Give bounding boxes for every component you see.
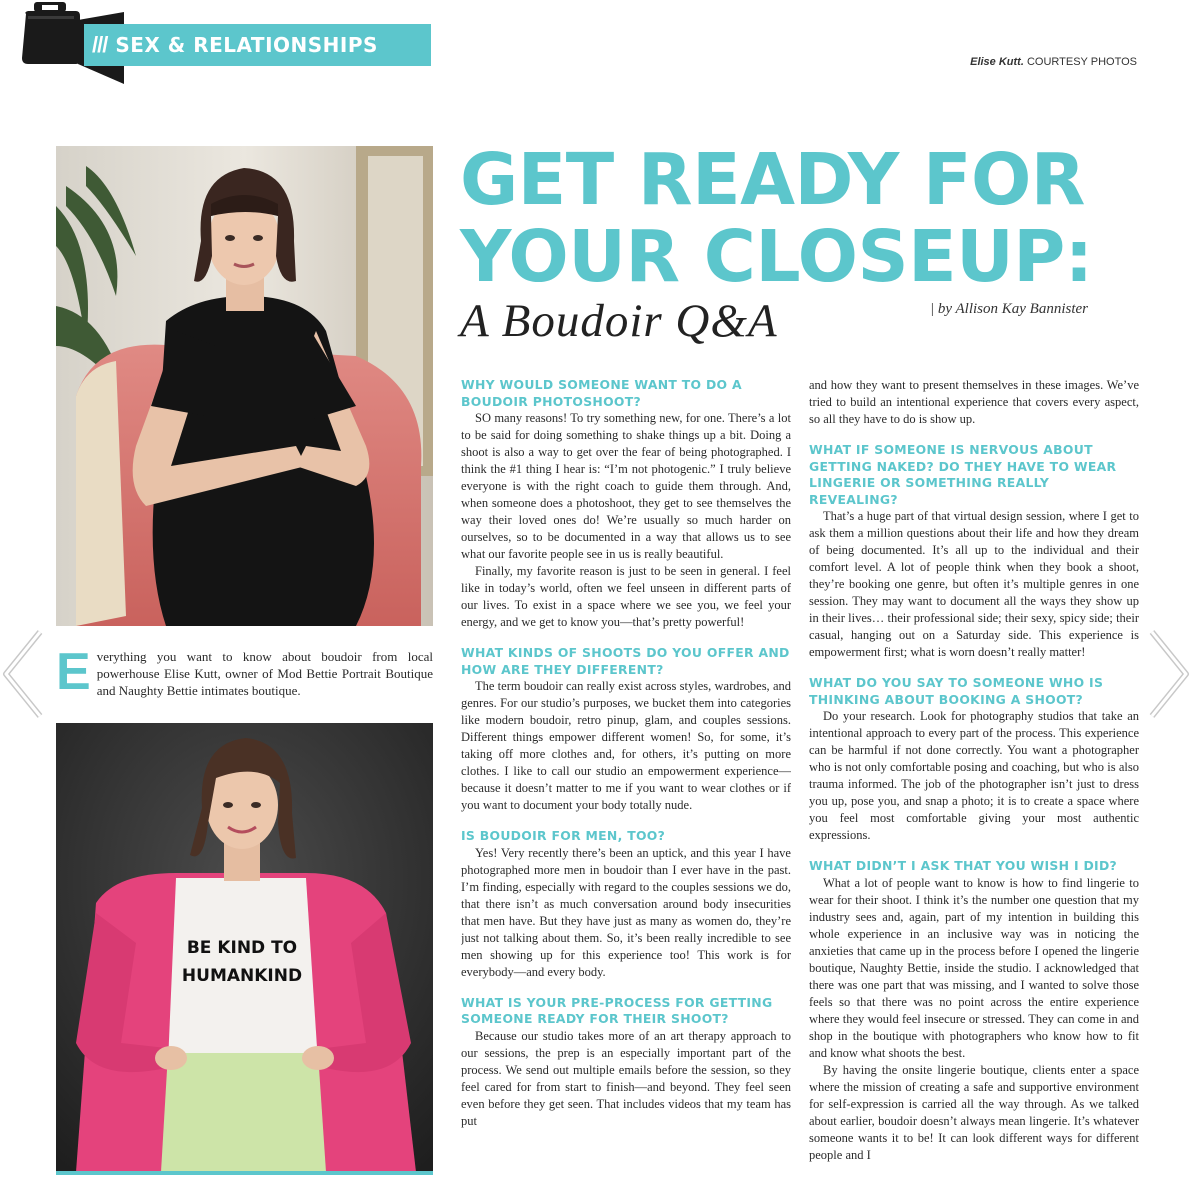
answer-paragraph: SO many reasons! To try something new, for one. There’s a lot to be said for doing something to shake things up a bit. Doing a shoot is also a way to get over the fear of being photographed. I think the #1 thing I hear is: “I’m not photogenic.” I truly believe everyone is with the right coach to guide them through. And, when someone does a photoshoot, they get to see themselves the way their loved ones do! We’re usually so much harder on ourselves, so to be documented in a way that allows us to see what our favorite people see in us is really beautiful. bbox=[461, 411, 791, 561]
answer-paragraph: Do your research. Look for photography studios that take an intentional approach to every part of the process. This experience can be harmful if not done correctly. You want a photographer who is not only comfortable posing and coaching, but who is also trauma informed. The job of the photographer isn’t just to dress you up, pose you, and snap a photo; it is to create a space where you feel most comfortable giving your most authentic expressions. bbox=[809, 709, 1139, 842]
shirt-text-line2: HUMANKIND bbox=[181, 966, 303, 986]
section-label: SEX & RELATIONSHIPS bbox=[115, 33, 378, 57]
section-slashes: /// bbox=[92, 32, 108, 57]
drop-cap: E bbox=[56, 643, 91, 701]
answer-paragraph: The term boudoir can really exist across styles, wardrobes, and genres. For our studio’s purposes, we bucket them into categories like modern boudoir, retro pinup, glam, and couples sessions. Different things empower different women! So, for some, it’s taking off more clothes and, for others, it’s putting on more clothes. I like to call our studio an empowerment experience—because it doesn’t matter to me if you want to wear clothes or if you want to document your body totally nude. bbox=[461, 679, 791, 812]
section-banner bbox=[84, 24, 431, 66]
answer-paragraph-continued: and how they want to present themselves in these images. We’ve tried to build an intentional experience that covers every aspect, so all they have to do is show up. bbox=[809, 378, 1139, 426]
intro-text: verything you want to know about boudoir from local powerhouse Elise Kutt, owner of Mod Bettie Portrait Boutique and Naughty Bettie intimates boutique. bbox=[96, 649, 433, 698]
portrait-photo-standing bbox=[56, 723, 433, 1172]
article-subtitle: A Boudoir Q&A bbox=[460, 295, 778, 347]
answer-paragraph: By having the onsite lingerie boutique, clients enter a space where the mission of creating a safe and supportive environment for self-expression is carried all the way through. As we talked about earlier, boudoir doesn’t always mean lingerie. It’s whatever someone wants it to be! It can look different ways for different people and I bbox=[809, 1062, 1139, 1162]
question-heading: WHAT KINDS OF SHOOTS DO YOU OFFER AND HOW ARE THEY DIFFERENT? bbox=[461, 645, 790, 677]
answer-paragraph: That’s a huge part of that virtual design session, where I get to ask them a million questions about their life and how they dream of being documented. It’s all up to the individual and their comfort level. A lot of people think when they book a shoot, they’re booking one genre, but often it’s multiple genres in one session. They may want to document all the ways they show up in their lives… their professional side; their sexy, spicy side; their casual, hanging out on a Saturday side. This experience is empowerment first; what is worn doesn’t really matter! bbox=[809, 509, 1139, 659]
question-heading: WHAT DO YOU SAY TO SOMEONE WHO IS THINKING ABOUT BOOKING A SHOOT? bbox=[809, 675, 1104, 707]
answer-paragraph: Because our studio takes more of an art therapy approach to our sessions, the prep is an especially important part of the process. We send out multiple emails before the session, so they feel cared for from start to finish—and beyond. They feel seen even before they get seen. That includes videos that my team has put bbox=[461, 1028, 791, 1128]
column-left bbox=[461, 377, 791, 1195]
question-heading: WHY WOULD SOMEONE WANT TO DO A BOUDOIR PHOTOSHOOT? bbox=[461, 377, 742, 409]
byline: | by Allison Kay Bannister bbox=[930, 301, 1089, 317]
question-heading: IS BOUDOIR FOR MEN, TOO? bbox=[461, 828, 666, 843]
question-heading: WHAT IF SOMEONE IS NERVOUS ABOUT GETTING NAKED? DO THEY HAVE TO WEAR LINGERIE OR SOMETHING REALLY REVEALING? bbox=[809, 442, 1117, 507]
answer-paragraph: What a lot of people want to know is how to find lingerie to wear for their shoot. I think it’s the number one question that my industry sees and, again, part of my intention in building this whole experience in an inclusive way was in noticing the anxieties that came up in the process before I opened the lingerie boutique, Naughty Bettie, inside the studio. I acknowledged that there was one part that was missing, and I wanted to solve those feels so that there was no point across the entire experience where they would feel insecure or stressed. They can come in and shop in the boutique with photographers who know how to fit and know what shoots the best. bbox=[809, 875, 1139, 1060]
credit-text: COURTESY PHOTOS bbox=[1026, 56, 1137, 68]
answer-paragraph: Finally, my favorite reason is just to be seen in general. I feel like in today’s world, often we feel unseen in different parts of our lives. To exist in a space where we see you, we feel your energy, and we get to know you—that’s pretty powerful! bbox=[461, 564, 791, 629]
chevron-right-icon[interactable] bbox=[1148, 628, 1192, 720]
column-right bbox=[809, 377, 1139, 1195]
credit-name: Elise Kutt. bbox=[970, 56, 1024, 68]
intro-paragraph bbox=[56, 643, 433, 701]
shirt-text-line1: BE KIND TO bbox=[186, 938, 298, 958]
answer-paragraph: Yes! Very recently there’s been an uptick, and this year I have photographed more men in boudoir than I ever have in the past. I’m finding, especially with regard to the couples sessions we do, that there isn’t as much conversation around body insecurities that men have. But they have just as many as women do, they’re just not talking about them. So, it’s been really incredible to see men showing up for this experience too! This work is for everybody—and every body. bbox=[461, 845, 791, 979]
question-heading: WHAT IS YOUR PRE-PROCESS FOR GETTING SOMEONE READY FOR THEIR SHOOT? bbox=[461, 994, 773, 1026]
chevron-left-icon[interactable] bbox=[0, 628, 44, 720]
question-heading: WHAT DIDN’T I ASK THAT YOU WISH I DID? bbox=[809, 858, 1118, 873]
article-headline: GET READY FOR YOUR CLOSEUP: bbox=[460, 138, 1093, 298]
photo-accent-rule bbox=[56, 1171, 433, 1175]
photo-credit bbox=[970, 56, 1137, 68]
portrait-photo-seated bbox=[56, 146, 433, 626]
